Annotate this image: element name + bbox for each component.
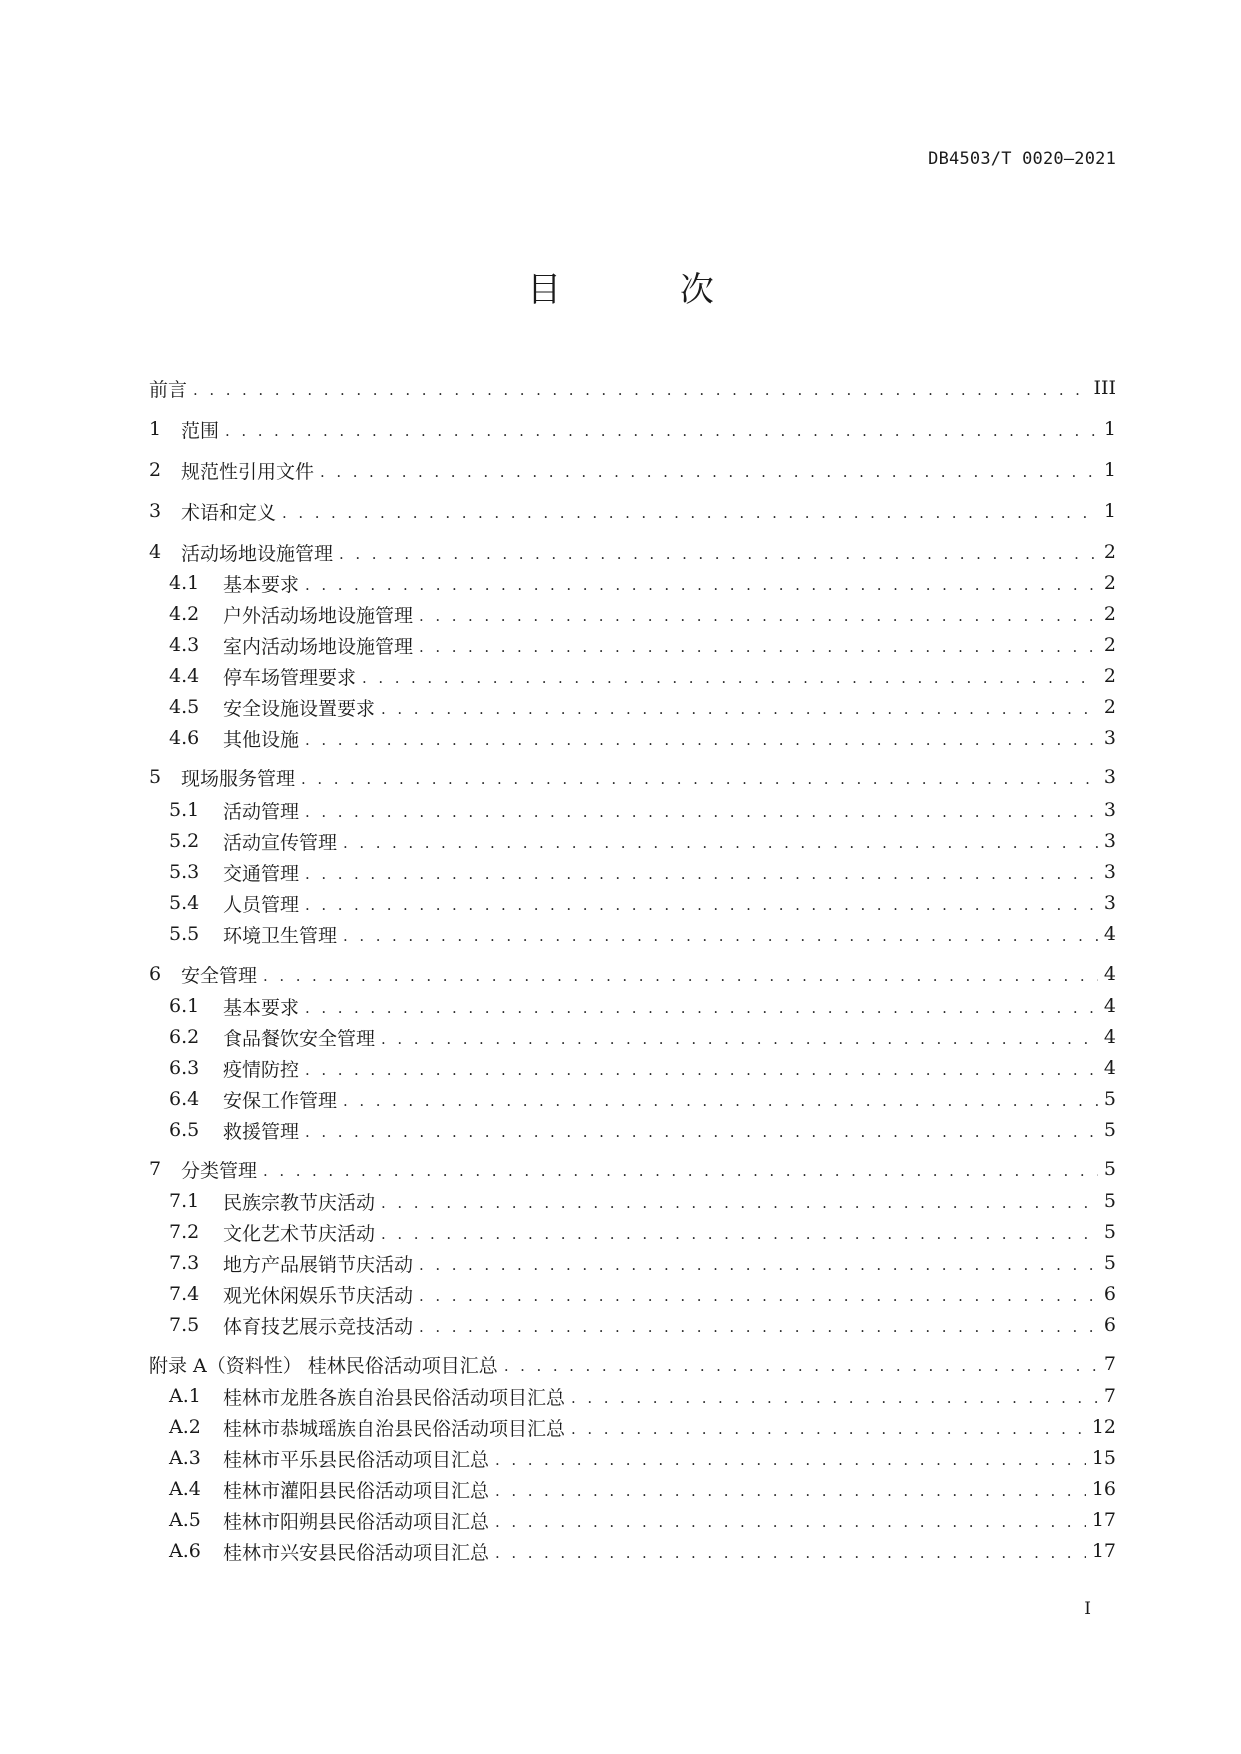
toc-entry[interactable] <box>149 374 1116 402</box>
toc-leader-dots <box>305 572 1098 594</box>
toc-entry-title: 民族宗教节庆活动 <box>223 1191 376 1214</box>
toc-entry-title: 活动管理 <box>223 800 300 823</box>
toc-entry[interactable] <box>169 1187 1116 1215</box>
toc-entry-title: 附录 A（资料性） 桂林民俗活动项目汇总 <box>149 1354 498 1377</box>
toc-entry-page: 7 <box>1103 1385 1116 1407</box>
toc-entry-number: A.3 <box>169 1447 201 1469</box>
toc-entry-number: 5.3 <box>169 861 200 883</box>
toc-leader-dots <box>419 603 1098 625</box>
toc-entry-title: 户外活动场地设施管理 <box>223 604 414 627</box>
toc-entry[interactable] <box>169 569 1116 597</box>
toc-entry-title: 交通管理 <box>223 862 300 885</box>
toc-entry[interactable] <box>169 920 1116 948</box>
toc-entry-number: 6.5 <box>169 1119 200 1141</box>
toc-leader-dots <box>343 1088 1098 1110</box>
toc-entry[interactable] <box>169 1413 1116 1441</box>
toc-entry[interactable] <box>169 827 1116 855</box>
toc-entry[interactable] <box>149 415 1116 443</box>
toc-entry-title: 现场服务管理 <box>181 767 296 790</box>
toc-entry-page: 16 <box>1091 1478 1116 1500</box>
toc-entry-page: 4 <box>1103 963 1116 985</box>
toc-entry-number: 5 <box>149 766 162 788</box>
toc-entry-number: 7.2 <box>169 1221 200 1243</box>
toc-leader-dots <box>381 696 1098 718</box>
toc-entry[interactable] <box>169 1023 1116 1051</box>
toc-entry[interactable] <box>149 960 1116 988</box>
toc-entry-page: 4 <box>1103 995 1116 1017</box>
toc-entry-number: 4.5 <box>169 696 200 718</box>
toc-leader-dots <box>301 766 1098 788</box>
toc-entry-number: 1 <box>149 418 162 440</box>
toc-entry-title: 桂林市灌阳县民俗活动项目汇总 <box>223 1479 490 1502</box>
toc-entry[interactable] <box>169 693 1116 721</box>
toc-entry[interactable] <box>169 1249 1116 1277</box>
toc-entry-page: 2 <box>1103 541 1116 563</box>
toc-entry-title: 安全设施设置要求 <box>223 697 376 720</box>
toc-entry-page: 2 <box>1103 572 1116 594</box>
toc-entry-number: A.1 <box>169 1385 201 1407</box>
toc-entry-page: 6 <box>1103 1283 1116 1305</box>
toc-entry-page: 17 <box>1091 1509 1116 1531</box>
toc-leader-dots <box>419 1283 1098 1305</box>
toc-entry-page: 3 <box>1103 799 1116 821</box>
toc-leader-dots <box>571 1385 1098 1407</box>
toc-entry[interactable] <box>169 992 1116 1020</box>
toc-leader-dots <box>571 1416 1086 1438</box>
toc-entry-title: 范围 <box>181 419 220 442</box>
toc-entry-title: 活动宣传管理 <box>223 831 338 854</box>
toc-leader-dots <box>343 830 1098 852</box>
toc-entry-page: 5 <box>1103 1119 1116 1141</box>
toc-entry-page: 3 <box>1103 766 1116 788</box>
toc-entry-number: 6 <box>149 963 162 985</box>
toc-entry-page: 12 <box>1091 1416 1116 1438</box>
toc-leader-dots <box>504 1353 1098 1375</box>
toc-entry-page: 3 <box>1103 861 1116 883</box>
toc-entry-number: 5.4 <box>169 892 200 914</box>
toc-entry-title: 桂林市阳朔县民俗活动项目汇总 <box>223 1510 490 1533</box>
toc-leader-dots <box>305 1119 1098 1141</box>
toc-leader-dots <box>320 459 1098 481</box>
toc-entry-number: 4.3 <box>169 634 200 656</box>
toc-entry[interactable] <box>149 456 1116 484</box>
toc-entry-number: A.2 <box>169 1416 201 1438</box>
toc-entry-title: 前言 <box>149 378 188 401</box>
toc-leader-dots <box>305 1057 1098 1079</box>
toc-entry-title: 术语和定义 <box>181 501 277 524</box>
toc-leader-dots <box>305 861 1098 883</box>
toc-entry-title: 安全管理 <box>181 964 258 987</box>
toc-entry-page: 4 <box>1103 1057 1116 1079</box>
toc-entry-page: 2 <box>1103 696 1116 718</box>
toc-entry-number: 4 <box>149 541 162 563</box>
toc-entry-page: 2 <box>1103 603 1116 625</box>
toc-entry[interactable] <box>169 631 1116 659</box>
toc-entry-number: 4.2 <box>169 603 200 625</box>
toc-entry[interactable] <box>169 1054 1116 1082</box>
toc-entry-page: 2 <box>1103 665 1116 687</box>
toc-entry[interactable] <box>169 796 1116 824</box>
toc-entry-number: 5.2 <box>169 830 200 852</box>
toc-entry-title: 桂林市龙胜各族自治县民俗活动项目汇总 <box>223 1386 566 1409</box>
toc-entry-page: III <box>1093 377 1116 399</box>
toc-leader-dots <box>495 1447 1086 1469</box>
toc-entry-page: 7 <box>1103 1353 1116 1375</box>
toc-entry-title: 文化艺术节庆活动 <box>223 1222 376 1245</box>
toc-entry-title: 食品餐饮安全管理 <box>223 1027 376 1050</box>
toc-entry-title: 停车场管理要求 <box>223 666 357 689</box>
toc-entry-number: 2 <box>149 459 162 481</box>
toc-entry[interactable] <box>169 1311 1116 1339</box>
toc-entry[interactable] <box>169 1506 1116 1534</box>
toc-entry-number: 7.1 <box>169 1190 200 1212</box>
page-number: I <box>1084 1599 1091 1619</box>
toc-entry-number: A.5 <box>169 1509 201 1531</box>
toc-entry-title: 规范性引用文件 <box>181 460 315 483</box>
toc-entry-page: 3 <box>1103 727 1116 749</box>
toc-entry-title: 其他设施 <box>223 728 300 751</box>
toc-leader-dots <box>282 500 1098 522</box>
toc-entry-title: 室内活动场地设施管理 <box>223 635 414 658</box>
toc-entry-number: 7 <box>149 1158 162 1180</box>
toc-entry-title: 桂林市恭城瑶族自治县民俗活动项目汇总 <box>223 1417 566 1440</box>
toc-leader-dots <box>381 1221 1098 1243</box>
toc-entry-number: 6.4 <box>169 1088 200 1110</box>
toc-entry[interactable] <box>149 538 1116 566</box>
page-title: 目 次 <box>527 270 768 310</box>
toc-entry-page: 5 <box>1103 1088 1116 1110</box>
toc-entry-number: 4.6 <box>169 727 200 749</box>
toc-entry-page: 1 <box>1103 418 1116 440</box>
toc-entry-number: 6.2 <box>169 1026 200 1048</box>
toc-entry-number: 4.4 <box>169 665 200 687</box>
toc-entry-page: 15 <box>1091 1447 1116 1469</box>
toc-leader-dots <box>263 1158 1098 1180</box>
toc-leader-dots <box>381 1026 1098 1048</box>
toc-entry[interactable] <box>169 1218 1116 1246</box>
toc-entry-number: A.6 <box>169 1540 201 1562</box>
toc-entry[interactable] <box>169 1444 1116 1472</box>
toc-leader-dots <box>343 923 1098 945</box>
toc-entry-number: 7.4 <box>169 1283 200 1305</box>
toc-leader-dots <box>339 541 1098 563</box>
toc-entry-page: 1 <box>1103 459 1116 481</box>
toc-entry[interactable] <box>169 662 1116 690</box>
toc-entry-page: 4 <box>1103 1026 1116 1048</box>
toc-leader-dots <box>495 1540 1086 1562</box>
toc-leader-dots <box>419 1314 1098 1336</box>
toc-entry[interactable] <box>149 1350 1116 1378</box>
toc-entry-number: 7.5 <box>169 1314 200 1336</box>
toc-entry-title: 体育技艺展示竞技活动 <box>223 1315 414 1338</box>
toc-entry[interactable] <box>149 1155 1116 1183</box>
toc-leader-dots <box>381 1190 1098 1212</box>
toc-entry-number: 4.1 <box>169 572 200 594</box>
toc-entry-page: 6 <box>1103 1314 1116 1336</box>
toc-entry[interactable] <box>169 1116 1116 1144</box>
toc-entry-page: 3 <box>1103 830 1116 852</box>
toc-entry-number: 6.1 <box>169 995 200 1017</box>
toc-entry[interactable] <box>149 763 1116 791</box>
toc-entry-page: 5 <box>1103 1158 1116 1180</box>
toc-entry[interactable] <box>169 1382 1116 1410</box>
toc-entry[interactable] <box>169 1280 1116 1308</box>
document-code: DB4503/T 0020—2021 <box>928 149 1116 169</box>
toc-entry-title: 救援管理 <box>223 1120 300 1143</box>
toc-entry-page: 3 <box>1103 892 1116 914</box>
toc-entry[interactable] <box>169 724 1116 752</box>
toc-leader-dots <box>263 963 1098 985</box>
toc-entry-number: 7.3 <box>169 1252 200 1274</box>
toc-leader-dots <box>193 377 1087 399</box>
toc-leader-dots <box>225 418 1098 440</box>
toc-entry[interactable] <box>169 1085 1116 1113</box>
toc-entry-title: 环境卫生管理 <box>223 924 338 947</box>
toc-entry-title: 观光休闲娱乐节庆活动 <box>223 1284 414 1307</box>
toc-entry[interactable] <box>169 1475 1116 1503</box>
toc-leader-dots <box>305 799 1098 821</box>
toc-entry-title: 安保工作管理 <box>223 1089 338 1112</box>
toc-entry-title: 桂林市平乐县民俗活动项目汇总 <box>223 1448 490 1471</box>
toc-entry-page: 2 <box>1103 634 1116 656</box>
toc-entry-title: 疫情防控 <box>223 1058 300 1081</box>
toc-entry[interactable] <box>169 600 1116 628</box>
toc-entry-title: 地方产品展销节庆活动 <box>223 1253 414 1276</box>
toc-entry-page: 17 <box>1091 1540 1116 1562</box>
toc-entry[interactable] <box>169 858 1116 886</box>
toc-entry[interactable] <box>149 497 1116 525</box>
toc-leader-dots <box>495 1478 1086 1500</box>
toc-entry-page: 5 <box>1103 1190 1116 1212</box>
toc-leader-dots <box>495 1509 1086 1531</box>
toc-entry-number: 3 <box>149 500 162 522</box>
toc-entry[interactable] <box>169 1537 1116 1565</box>
toc-entry-title: 基本要求 <box>223 996 300 1019</box>
toc-leader-dots <box>362 665 1098 687</box>
toc-entry-page: 5 <box>1103 1252 1116 1274</box>
toc-entry-number: 6.3 <box>169 1057 200 1079</box>
toc-entry-title: 基本要求 <box>223 573 300 596</box>
toc-entry[interactable] <box>169 889 1116 917</box>
toc-entry-page: 4 <box>1103 923 1116 945</box>
toc-leader-dots <box>305 995 1098 1017</box>
toc-entry-number: 5.1 <box>169 799 200 821</box>
toc-leader-dots <box>419 1252 1098 1274</box>
toc-entry-page: 5 <box>1103 1221 1116 1243</box>
toc-leader-dots <box>305 892 1098 914</box>
toc-entry-number: 5.5 <box>169 923 200 945</box>
toc-entry-title: 人员管理 <box>223 893 300 916</box>
toc-entry-number: A.4 <box>169 1478 201 1500</box>
toc-entry-page: 1 <box>1103 500 1116 522</box>
toc-leader-dots <box>419 634 1098 656</box>
toc-entry-title: 桂林市兴安县民俗活动项目汇总 <box>223 1541 490 1564</box>
toc-leader-dots <box>305 727 1098 749</box>
toc-entry-title: 活动场地设施管理 <box>181 542 334 565</box>
toc-entry-title: 分类管理 <box>181 1159 258 1182</box>
